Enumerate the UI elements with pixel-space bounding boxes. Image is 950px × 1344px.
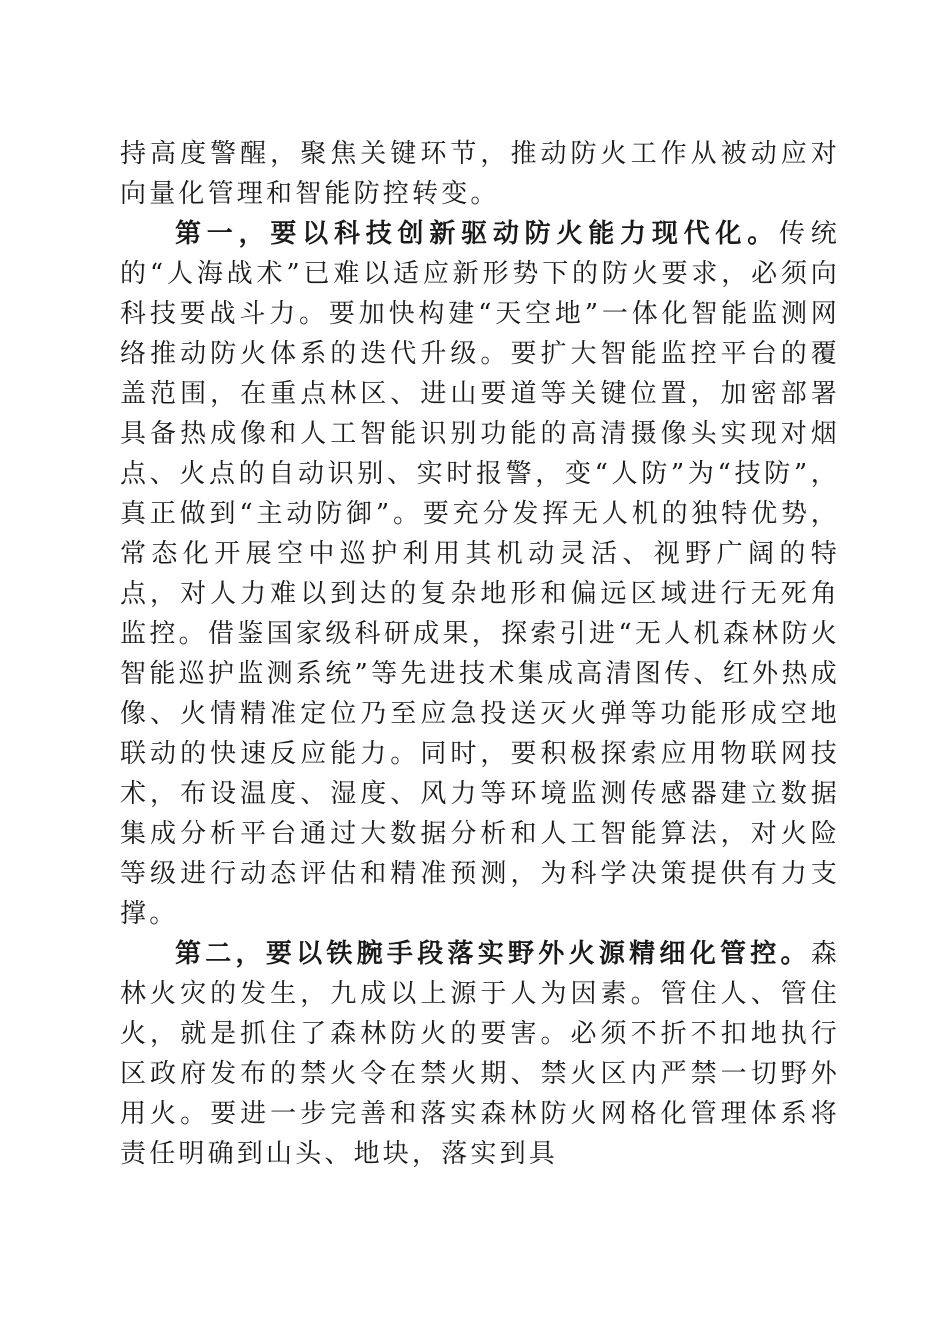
paragraph-second-point — [120, 934, 840, 1174]
document-body — [120, 134, 840, 1174]
paragraph-text: 森林火灾的发生，九成以上源于人为因素。管住人、管住火，就是抓住了森林防火的要害。必须不折不扣地执行区政府发布的禁火令在禁火期、禁火区内严禁一切野外用火。要进一步完善和落实森林防火网格化管理体系将责任明确到山头、地块，落实到具 — [120, 939, 840, 1169]
paragraph-heading: 第二，要以铁腕手段落实野外火源精细化管控。 — [175, 939, 811, 969]
paragraph-text: 持高度警醒，聚焦关键环节，推动防火工作从被动应对向量化管理和智能防控转变。 — [120, 139, 840, 209]
paragraph-first-point — [120, 214, 840, 934]
paragraph-continuation — [120, 134, 840, 214]
paragraph-text: 传统的“人海战术”已难以适应新形势下的防火要求，必须向科技要战斗力。要加快构建“天空地”一体化智能监测网络推动防火体系的迭代升级。要扩大智能监控平台的覆盖范围，在重点林区、进山要道等关键位置，加密部署具备热成像和人工智能识别功能的高清摄像头实现对烟点、火点的自动识别、实时报警，变“人防”为“技防”，真正做到“主动防御”。要充分发挥无人机的独特优势，常态化开展空中巡护利用其机动灵活、视野广阔的特点，对人力难以到达的复杂地形和偏远区域进行无死角监控。借鉴国家级科研成果，探索引进“无人机森林防火智能巡护监测系统”等先进技术集成高清图传、红外热成像、火情精准定位乃至应急投送灭火弹等功能形成空地联动的快速反应能力。同时，要积极探索应用物联网技术，布设温度、湿度、风力等环境监测传感器建立数据集成分析平台通过大数据分析和人工智能算法，对火险等级进行动态评估和精准预测，为科学决策提供有力支撑。 — [120, 219, 840, 929]
paragraph-heading: 第一，要以科技创新驱动防火能力现代化。 — [175, 219, 779, 249]
